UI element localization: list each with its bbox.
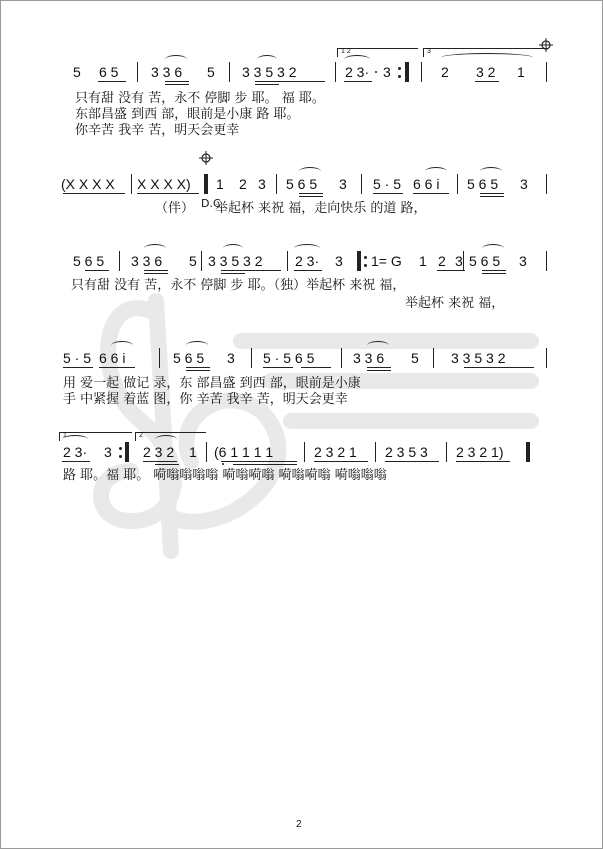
music-row-1 [1,63,603,83]
lyric-line: 只有甜 没有 苦，永不 停脚 步 耶。（独）举起杯 来祝 福， [71,278,406,293]
underline [482,273,506,274]
note: 3 [383,64,391,80]
note: 3 3 5 3 2 [451,350,506,366]
note: (6 1 1 1 1 [214,444,274,460]
repeat-dot [119,447,122,450]
barline [433,348,434,368]
underline [464,367,534,368]
treble-clef-watermark [61,271,561,571]
lyric-line: 举起杯 来祝 福， [405,296,505,311]
underline [255,81,325,82]
volta-bracket: 1 2 [337,48,418,57]
note: 2 3· [63,444,88,460]
note: 2 [239,176,247,192]
note: 5 · 5 [373,176,402,192]
lyric-line: 举起杯 来祝 福，走向快乐 的道 路， [215,201,427,216]
lyric-line: 用 爱一起 做记 录，东 部昌盛 到西 部，眼前是小康 [63,376,361,391]
music-row-3 [1,252,603,272]
barline [446,442,447,462]
barline [137,62,138,82]
barline [546,174,547,194]
barline [251,348,252,368]
note: 5 6 5 [469,253,501,269]
barline [375,442,376,462]
underline [98,81,126,82]
note: 3 [258,176,266,192]
slur [294,244,320,253]
double-barline [204,174,208,194]
note: 1 [189,444,197,460]
note: 3 3 5 3 2 [208,253,263,269]
underline [413,193,449,194]
note: 5 6 5 [73,253,105,269]
note: (X X X X [61,176,115,192]
underline [221,270,281,271]
slur [186,341,208,350]
lyric-line: 你辛苦 我辛 苦，明天会更幸 [75,123,240,138]
note: 1 [419,253,427,269]
note: 2 3· [345,64,370,80]
underline [299,196,323,197]
note: 2 [438,253,446,269]
barline [546,62,547,82]
octave-dot [222,463,224,465]
slur [165,55,187,64]
underline [165,81,189,82]
note: 6 5 [99,64,119,80]
slur [480,167,502,176]
barline [159,348,160,368]
underline [143,461,177,462]
underline [480,196,504,197]
final-barline [526,442,530,462]
underline [221,273,245,274]
page-number: 2 [296,819,302,830]
lyric-line: 东部昌盛 到西 部，眼前是小康 路 耶。 [75,107,300,122]
music-row-5 [1,443,603,463]
note: 3 3 5 3 2 [242,64,297,80]
repeat-barline [405,62,409,82]
barline [546,348,547,368]
underline [456,461,510,462]
slur [155,435,177,444]
slur [144,244,166,253]
barline [335,62,336,82]
underline [186,367,210,368]
note: 3 [455,253,463,269]
underline [186,370,210,371]
barline [361,174,362,194]
note: 5 [207,64,215,80]
singer-label: （伴） [155,201,195,216]
underline [165,84,189,85]
note: 3 2 [476,64,496,80]
underline [85,270,109,271]
repeat-barline [125,442,129,462]
note: 3 [520,176,528,192]
barline [119,251,120,271]
barline [287,251,288,271]
lyric-line: 只有甜 没有 苦，永不 停脚 步 耶。 福 耶。 [75,91,325,106]
slur [111,341,133,350]
underline [221,461,297,462]
barline [546,251,547,271]
note: 2 3 2 1) [456,444,504,460]
underline [63,193,125,194]
note: 5 [73,64,81,80]
lyric-line: 手 中紧握 着蓝 图，你 辛苦 我辛 苦，明天会更幸 [63,392,348,407]
note: 3 [339,176,347,192]
slur [257,55,277,64]
music-row-4 [1,349,603,369]
barline [304,442,305,462]
note: 5 6 5 [286,176,318,192]
repeat-barline [357,251,361,271]
underline [155,464,179,465]
note: 6 6 i [413,176,440,192]
barline [463,251,464,271]
note: 3 [104,444,112,460]
underline [144,273,168,274]
underline [99,367,135,368]
barline [206,442,207,462]
repeat-dot [119,455,122,458]
key-signature: 1= G [371,253,402,269]
note: 3 [519,253,527,269]
slur [62,435,88,444]
underline [482,270,506,271]
underline [299,193,323,194]
dc-mark: D.C [201,197,221,210]
slur [482,244,504,253]
barline [201,251,202,271]
barline [276,174,277,194]
note: 3 3 6 [131,253,163,269]
note: 2 [441,64,449,80]
repeat-dot [364,256,367,259]
barline [421,62,422,82]
note: 5 · 5 6 5 [263,350,315,366]
underline [263,367,293,368]
underline [63,367,93,368]
lyric-line: 路 耶。福 耶。 嗬嗡嗡嗡嗡 嗬嗡嗬嗡 嗬嗡嗬嗡 嗬嗡嗡嗡 [63,468,387,483]
note: X X X X) [137,176,191,192]
volta-bracket: 1 [59,432,132,441]
underline [294,270,322,271]
slur [299,167,321,176]
underline [344,81,372,82]
note: 5 [411,350,419,366]
barline [229,62,230,82]
note: 5 6 5 [467,176,499,192]
underline [385,461,439,462]
underline [62,461,90,462]
coda-icon [539,38,553,52]
underline [301,367,331,368]
barline [131,174,132,194]
note: 5 6 5 [173,350,205,366]
underline [314,461,368,462]
repeat-dot [398,75,401,78]
repeat-dot [364,264,367,267]
note: 1 [517,64,525,80]
underline [437,270,465,271]
note: 2 3 5 3 [385,444,428,460]
barline [457,174,458,194]
octave-dot [375,71,377,73]
note: 6 6 i [99,350,126,366]
note: 2 3 2 [143,444,175,460]
slur [367,341,389,350]
note: 5 [189,253,197,269]
underline [255,84,279,85]
note: 2 3 2 1 [314,444,357,460]
underline [367,367,391,368]
volta-bracket: 3 [423,48,548,57]
note: 5 · 5 [63,350,92,366]
underline [137,193,199,194]
barline [341,348,342,368]
repeat-dot [398,67,401,70]
note: 1 [216,176,224,192]
slur [223,244,243,253]
coda-icon [199,151,213,165]
music-row-2 [1,175,603,195]
underline [480,193,504,194]
note: 3 [335,253,343,269]
note: 3 [227,350,235,366]
note: 3 3 6 [151,64,183,80]
note: 2 3· [295,253,320,269]
volta-bracket: 2 [135,432,206,441]
note: 3 3 6 [353,350,385,366]
underline [233,464,297,465]
underline [367,370,391,371]
underline [475,81,499,82]
underline [373,193,403,194]
slur [425,167,447,176]
underline [144,270,168,271]
